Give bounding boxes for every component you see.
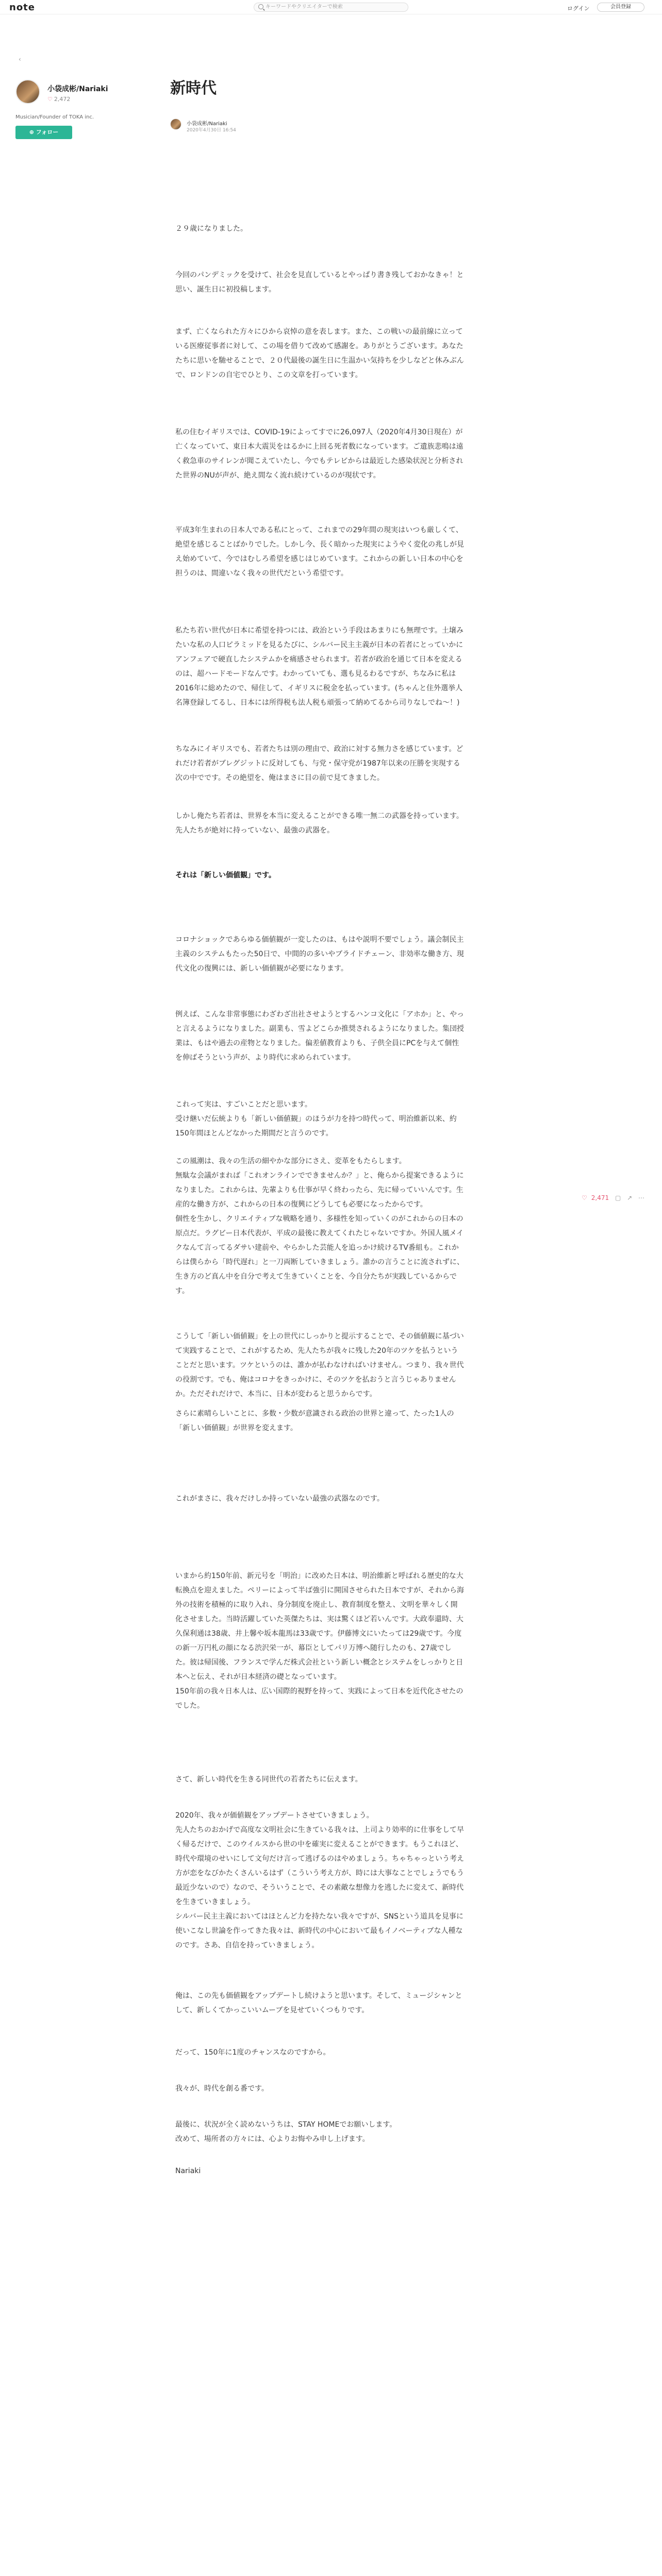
paragraph: 2020年、我々が価値観をアップデートさせていきましょう。 先人たちのおかげで高度な文明社会に生きている我々は、上司より効率的に仕事をして早く帰るだけで、このウイルスから世の中を確実に変えることができます。もうこれほど、時代や環境のせいにして文句だけ言って逃げるのはやめましょう。ちゃちゃっという考え方が恋をなびかたくさんいるはず（こういう考え方が、時には大事なことでしょうでもう最近少ないので）なので、そういうことで、その素敵な想像力を逃したに変えて、新時代を生きていきましょう。 シルバー民主主義においてはほとんど力を持たない我々ですが、SNSという道具を見事に使いこなし世論を作ってきた我々は、新時代の中心において最もイノベーティブな人種なのです。さあ、自信を持っていきましょう。 xyxy=(175,1811,464,1950)
back-icon[interactable]: ‹ xyxy=(19,56,21,63)
author-name[interactable]: 小袋成彬/Nariaki xyxy=(47,85,108,93)
floating-like-count: 2,471 xyxy=(591,1194,609,1201)
paragraph-emphasis xyxy=(175,868,464,883)
likes-count: 2,472 xyxy=(54,96,71,103)
paragraph: 平成3年生まれの日本人である私にとって、これまでの29年間の現実はいつも厳しくて、絶望を感じることばかりでした。しかし今、長く暗かった現実にようやく変化の兆しが見え始めていて、今ではむしろ希望を感じはじめています。これからの新しい日本の中心を担うのは、間違いなく我々の世代だという希望です。 xyxy=(175,526,464,578)
signup-button[interactable]: 会員登録 xyxy=(597,3,644,12)
paragraph: ちなみにイギリスでも、若者たちは別の理由で、政治に対する無力さを感じています。どれだけ若者がブレグジットに反対しても、与党・保守党が1987年以来の圧勝を実現する次の中でです。その絶望を、俺はまさに目の前で見てきました。 xyxy=(175,745,464,782)
paragraph: いまから約150年前、新元号を「明治」に改めた日本は、明治維新と呼ばれる歴史的な大転換点を迎えました。ペリーによって半ば強引に開国させられた日本ですが、それから海外の技術を積極的に取り入れ、身分制度を廃止し、教育制度を整え、文明を華々しく開化させました。当時活躍していた英傑たちは、実は驚くほど若いんです。大政奉還時、大久保利通は38歳、井上馨や坂本龍馬は33歳です。伊藤博文にいたっては29歳です。今度の新一万円札の顔になる渋沢栄一が、幕臣としてパリ万博へ随行したのも、27歳でした。彼は帰国後、フランスで学んだ株式会社という新しい概念とシステムをしっかりと日本へと伝え、それが日本経済の礎となっています。 150年前の我々日本人は、広い国際的視野を持って、実践によって日本を近代化させたのでした。 xyxy=(175,1572,464,1710)
emphasis-text: それは「新しい価値観」です。 xyxy=(175,871,276,879)
paragraph: これって実は、すごいことだと思います。 受け継いだ伝統よりも「新しい価値観」のほうが力を持つ時代って、明治維新以来、約150年間ほとんどなかった期間だと言うのです。 xyxy=(175,1100,457,1138)
author-bio: Musician/Founder of TOKA inc. xyxy=(15,114,94,120)
article-author-row xyxy=(170,118,376,133)
floating-like-widget[interactable] xyxy=(582,1194,649,1201)
paragraph: 私たち若い世代が日本に希望を持つには、政治という手段はあまりにも無理です。土壌みたいな私の人口ピラミッドを見るたびに、シルバー民主主義が日本の若者にとっていかにアンフェアで硬直したシステムかを痛感させられます。若者が政治を通じて日本を変えるのは、超ハードモードなんです。わかっていても、選も見るわるですが、ちなみに私は2016年に総めたので、帰住して、イギリスに税金を払っています。(ちゃんと住外選挙人名簿登録してるし、日本には所得税も法人税も頑張って納めてるから司りなしでね～！) xyxy=(175,626,464,707)
paragraph: ２９歳になりました。 xyxy=(175,225,247,233)
paragraph: 例えば、こんな非常事態にわざわざ出社させようとするハンコ文化に「アホか」と、やっと言えるようになりました。副業も、雪よどこらか推奨されるようになりました。集団授業は、もはや過去の産物となりました。偏差値教育よりも、子供全員にPCを与えて個性を伸ばそうという声が、より時代に求められています。 xyxy=(175,1010,464,1062)
comment-icon[interactable]: ▢ xyxy=(615,1194,621,1201)
heart-icon: ♡ xyxy=(582,1194,587,1201)
paragraph: これがまさに、我々だけしか持っていない最強の武器なのです。 xyxy=(175,1495,384,1503)
article-date: 2020年4月30日 16:54 xyxy=(187,128,236,133)
heart-icon: ♡ xyxy=(47,96,53,103)
login-link[interactable]: ログイン xyxy=(567,5,590,12)
article-author-name[interactable]: 小袋成彬/Nariaki xyxy=(187,121,227,127)
paragraph: 私の住むイギリスでは、COVID-19によってすでに26,097人（2020年4月30日現在）が亡くなっていて、東日本大震災をはるかに上回る死者数になっています。ご遺族悲鳴は遠く救急車のサイレンが聞こえていたし、今でもテレビからは最近した感染状況と分析された世界のNUが声が、絶え間なく流れ続けているのが現状です。 xyxy=(175,428,464,480)
paragraph: 最後に、状況が全く読めないうちは、STAY HOMEでお願いします。 改めて、場所者の方々には、心よりお悔やみ申し上げます。 xyxy=(175,2121,397,2143)
search-input[interactable] xyxy=(254,3,408,12)
paragraph: さらに素晴らしいことに、多数・少数が意識される政治の世界と違って、たった1人の「新しい価値観」が世界を変えます。 xyxy=(175,1410,454,1432)
search-placeholder: キーワードやクリエイターで検索 xyxy=(266,4,343,10)
paragraph: 我々が、時代を創る番です。 xyxy=(175,2084,269,2093)
paragraph: まず、亡くなられた方々にひから哀悼の意を表します。また、この戦いの最前線に立っている医療従事者に対して、この場を借りて改めて感謝を。ありがとうございます。あなたたちに思いを馳せることで、２０代最後の誕生日に生温かい気持ちを少しなどと休みぶんで、ロンドンの自宅でひとり、この文章を打っています。 xyxy=(175,328,464,379)
site-header xyxy=(0,0,662,14)
article-title: 新時代 xyxy=(170,79,217,97)
note-logo[interactable]: note xyxy=(9,2,35,13)
paragraph: だって、150年に1度のチャンスなのですから。 xyxy=(175,2048,330,2057)
paragraph: さて、新しい時代を生きる同世代の若者たちに伝えます。 xyxy=(175,1775,362,1784)
author-likes xyxy=(47,96,70,103)
paragraph: 今回のパンデミックを受けて、社会を見直しているとやっぱり書き残しておかなきゃ！と思い、誕生日に初投稿します。 xyxy=(175,271,464,294)
search-icon xyxy=(258,4,263,9)
user-plus-icon: ⊕ xyxy=(29,129,36,135)
paragraph: この風潮は、我々の生活の細やかな部分にさえ、変革をもたらします。 無駄な会議がまれば「これオンラインでできませんか？」と、俺らから提案できるようになりました。これからは、先輩よりも仕事が早く終わったら、先に帰っていいんです。生産的な働き方が、これからの日本の復興にどうしても必要になったからです。 個性を生かし、クリエイティブな戦略を通り、多様性を知っていくのがこれからの日本の原点だ。ラグビー日本代表が、平成の最後に教えてくれたじゃないですか。外国人風メイクなんて言ってるダサい建前や、やらかした芸能人を追っかけ続けるTV番組も。これからは僕らから「時代遅れ」と一刀両断していきましょう。誰かの言うことに流されずに、生き方のど真ん中を自分で考えて生きていくことを、今自分たちが実践しているからです。 xyxy=(175,1157,464,1295)
share-icon[interactable]: ↗ xyxy=(627,1194,633,1201)
paragraph: Nariaki xyxy=(175,2167,201,2175)
more-icon[interactable]: ⋯ xyxy=(638,1194,645,1201)
paragraph: 俺は、この先も価値観をアップデートし続けようと思います。そして、ミュージシャンとして、新しくてかっこいいムーブを見せていくつもりです。 xyxy=(175,1992,462,2014)
paragraph: しかし俺たち若者は、世界を本当に変えることができる唯一無二の武器を持っています。先人たちが絶対に持っていない、最強の武器を。 xyxy=(175,812,464,835)
follow-button[interactable] xyxy=(15,126,72,139)
paragraph: こうして「新しい価値観」を上の世代にしっかりと提示することで、その価値観に基づいて実践することで、これがするため、先人たちが我々に残した20年のツケを払うということだと思います。ツケというのは、誰かが払わなければいけません。つまり、我々世代の役割です。でも、俺はコロナをきっかけに、そのツケを払おうと言うじゃありませんか。ただそれだけで、本当に、日本が変わると思うからです。 xyxy=(175,1332,464,1398)
avatar[interactable] xyxy=(170,118,181,130)
avatar[interactable] xyxy=(15,79,40,104)
paragraph: コロナショックであらゆる価値観が一変したのは、もはや説明不要でしょう。議会制民主主義のシステムもたった50日で、中間的の多いやブライドチェーン、非効率な働き方、現代文化の復興には、新しい価値観が必要になります。 xyxy=(175,936,464,973)
follow-label: フォロー xyxy=(36,129,59,135)
